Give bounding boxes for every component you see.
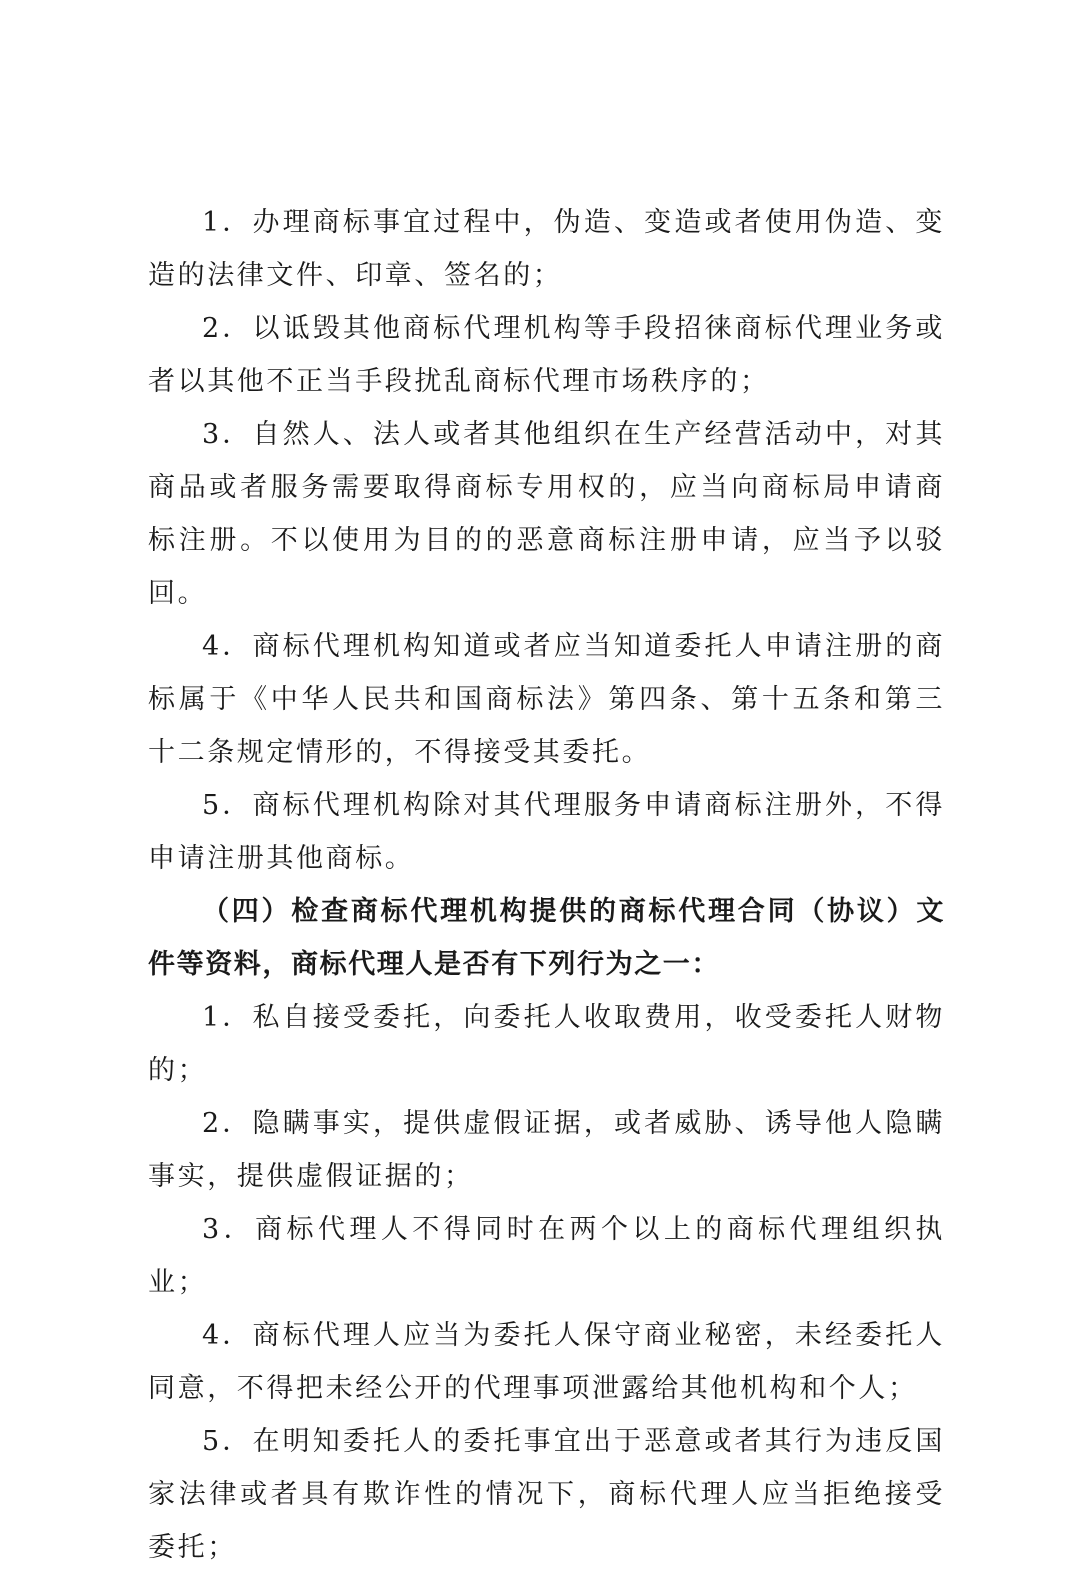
paragraph-item-5: 5．商标代理机构除对其代理服务申请商标注册外，不得申请注册其他商标。 bbox=[148, 790, 945, 874]
agent-item-5: 5．在明知委托人的委托事宜出于恶意或者其行为违反国家法律或者具有欺诈性的情况下，商标代理人应当拒绝接受委托； bbox=[148, 1426, 945, 1563]
paragraph-item-4: 4．商标代理机构知道或者应当知道委托人申请注册的商标属于《中华人民共和国商标法》第四条、第十五条和第三十二条规定情形的，不得接受其委托。 bbox=[148, 631, 945, 768]
paragraph-item-1: 1．办理商标事宜过程中，伪造、变造或者使用伪造、变造的法律文件、印章、签名的； bbox=[148, 207, 945, 291]
agent-item-4: 4．商标代理人应当为委托人保守商业秘密，未经委托人同意，不得把未经公开的代理事项泄露给其他机构和个人； bbox=[148, 1320, 945, 1404]
paragraph-item-2: 2．以诋毁其他商标代理机构等手段招徕商标代理业务或者以其他不正当手段扰乱商标代理市场秩序的； bbox=[148, 313, 945, 397]
document-page bbox=[148, 196, 945, 1574]
section-heading-4: （四）检查商标代理机构提供的商标代理合同（协议）文件等资料，商标代理人是否有下列行为之一： bbox=[148, 896, 945, 980]
agent-item-2: 2．隐瞒事实，提供虚假证据，或者威胁、诱导他人隐瞒事实，提供虚假证据的； bbox=[148, 1108, 945, 1192]
paragraph-item-3: 3．自然人、法人或者其他组织在生产经营活动中，对其商品或者服务需要取得商标专用权的，应当向商标局申请商标注册。不以使用为目的的恶意商标注册申请，应当予以驳回。 bbox=[148, 419, 945, 609]
agent-item-1: 1．私自接受委托，向委托人收取费用，收受委托人财物的； bbox=[148, 1002, 945, 1086]
agent-item-3: 3．商标代理人不得同时在两个以上的商标代理组织执业； bbox=[148, 1214, 945, 1298]
